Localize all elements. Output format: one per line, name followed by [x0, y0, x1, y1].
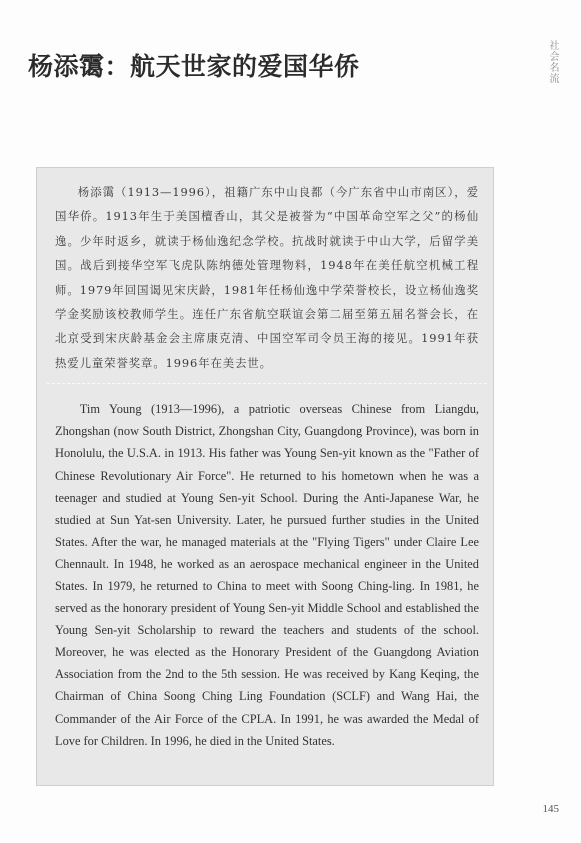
page-number: 145 — [542, 803, 559, 815]
english-biography: Tim Young (1913—1996), a patriotic overseas Chinese from Liangdu, Zhongshan (now South District, Zhongshan City, Guangdong Province), was born in Honolulu, the U.S.A. in 1913. His father was Young Sen-yit known as the "Father of Chinese Revolutionary Air Force". He returned to his hometown when he was a teenager and studied at Young Sen-yit School. During the Anti-Japanese War, he studied at Sun Yat-sen University. Later, he pursued further studies in the United States. After the war, he managed materials at the "Flying Tigers" under Claire Lee Chennault. In 1948, he worked as an aerospace mechanical engineer in the United States. In 1979, he returned to China to meet with Soong Ching-ling. In 1981, he served as the honorary president of Young Sen-yit Middle School and established the Young Sen-yit Scholarship to reward the teachers and students of the school. Moreover, he was elected as the Honorary President of the Guangdong Aviation Association from the 2nd to the 5th session. He was received by Kang Keqing, the Chairman of China Soong Ching Ling Foundation (SCLF) and Wang Hai, the Commander of the Air Force of the CPLA. In 1991, he was awarded the Medal of Love for Children. In 1996, he died in the United States. — [55, 402, 479, 748]
section-label: 社会名流 — [547, 40, 558, 84]
chinese-biography: 杨添霭（1913—1996），祖籍广东中山良都（今广东省中山市南区），爱国华侨。1913年生于美国檀香山，其父是被誉为“中国革命空军之父”的杨仙逸。少年时返乡，就读于杨仙逸纪念学校。抗战时就读于中山大学，后留学美国。战后到接华空军飞虎队陈纳德处管理物料，1948年在美任航空机械工程师。1979年回国谒见宋庆龄，1981年任杨仙逸中学荣誉校长，设立杨仙逸奖学金奖励该校教师学生。连任广东省航空联谊会第二届至第五届名誉会长，在北京受到宋庆龄基金会主席康克清、中国空军司令员王海的接见。1991年获热爱儿童荣誉奖章。1996年在美去世。 — [55, 185, 479, 370]
page-title: 杨添霭：航天世家的爱国华侨 — [28, 51, 360, 81]
section-divider — [47, 383, 487, 384]
biography-box — [36, 167, 494, 786]
